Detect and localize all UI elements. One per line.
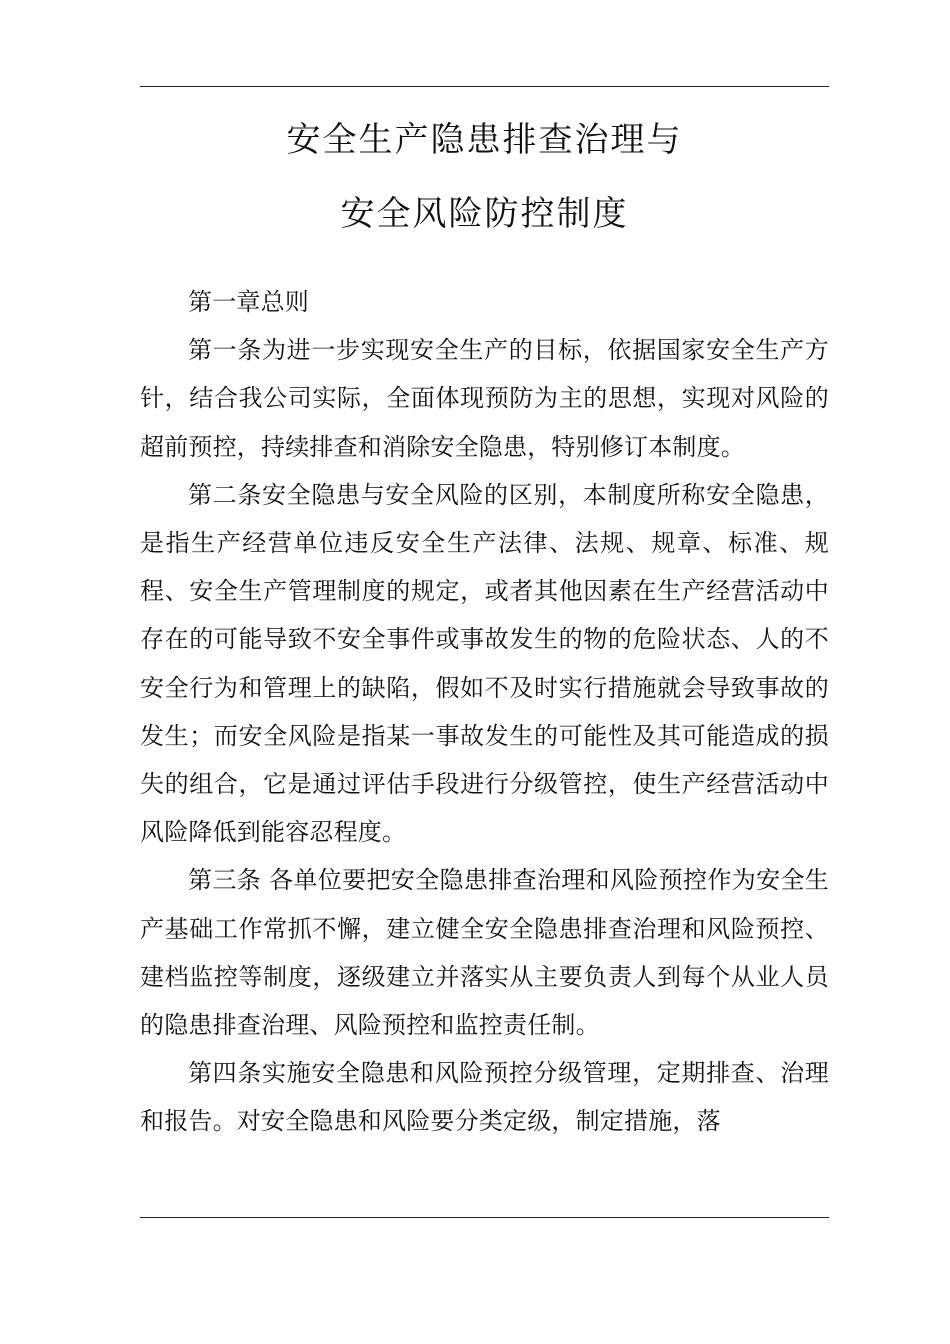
article-3: 第三条 各单位要把安全隐患排查治理和风险预控作为安全生产基础工作常抓不懈，建立健全安全隐患排查治理和风险预控、建档监控等制度，逐级建立并落实从主要负责人到每个从业人员的隐患排查治理、风险预控和监控责任制。	[140, 866, 829, 1040]
footer-rule	[140, 1217, 829, 1218]
chapter-heading: 第一章总则	[188, 288, 309, 316]
document-title-line-1: 安全生产隐患排查治理与	[286, 120, 683, 160]
article-1: 第一条为进一步实现安全生产的目标，依据国家安全生产方针，结合我公司实际，全面体现预防为主的思想，实现对风险的超前预控，持续排查和消除安全隐患，特别修订本制度。	[140, 336, 829, 461]
document-body	[140, 278, 829, 1146]
article-4: 第四条实施安全隐患和风险预控分级管理，定期排查、治理和报告。对安全隐患和风险要分类定级，制定措施，落	[140, 1059, 829, 1136]
article-2: 第二条安全隐患与安全风险的区别，本制度所称安全隐患，是指生产经营单位违反安全生产法律、法规、规章、标准、规程、安全生产管理制度的规定，或者其他因素在生产经营活动中存在的可能导致不安全事件或事故发生的物的危险状态、人的不安全行为和管理上的缺陷，假如不及时实行措施就会导致事故的发生；而安全风险是指某一事故发生的可能性及其可能造成的损失的组合，它是通过评估手段进行分级管控，使生产经营活动中风险降低到能容忍程度。	[140, 480, 829, 847]
document-title-line-2: 安全风险防控制度	[340, 194, 629, 234]
header-rule	[140, 86, 829, 87]
